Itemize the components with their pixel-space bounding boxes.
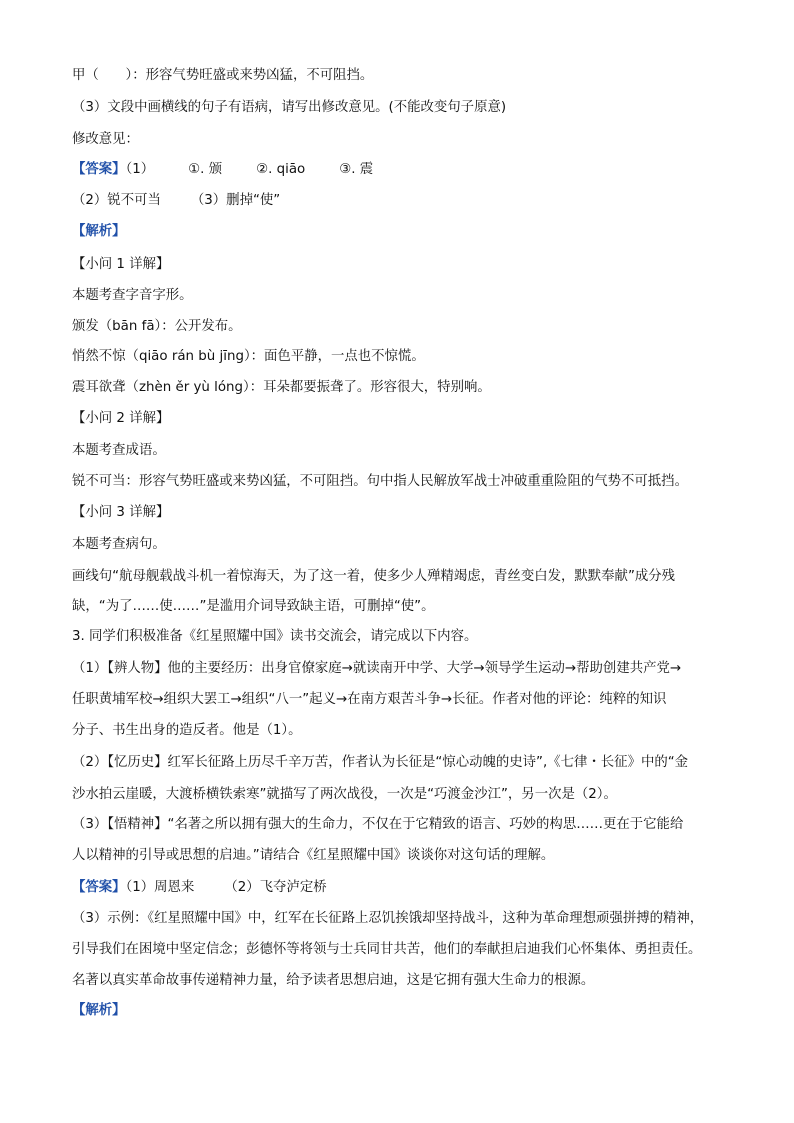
answer-tag: 【答案】 bbox=[72, 880, 126, 895]
text-line: （3）【悟精神】“名著之所以拥有强大的生命力，不仅在于它精致的语言、巧妙的构思……更在于它能给 bbox=[72, 817, 684, 832]
text-line: 任职黄埔军校→组织大罢工→组织“八一”起义→在南方艰苦斗争→长征。作者对他的评论：纯粹的知识 bbox=[72, 692, 667, 707]
text-line: 引导我们在困境中坚定信念；彭德怀等将领与士兵同甘共苦，他们的奉献担启迪我们心怀集体、勇担责任。 bbox=[72, 942, 702, 957]
analysis-heading: 【解析】 bbox=[72, 224, 126, 239]
text-line: 人以精神的引导或思想的启迪。”请结合《红星照耀中国》谈谈你对这句话的理解。 bbox=[72, 848, 555, 863]
sub-question-heading: 【小问 2 详解】 bbox=[72, 411, 170, 426]
text-line: 颁发（bān fā）：公开发布。 bbox=[72, 319, 242, 334]
sub-question-heading: 【小问 3 详解】 bbox=[72, 505, 170, 520]
answer-line: （2）锐不可当 （3）删掉“使” bbox=[72, 193, 281, 208]
text-line: （2）【忆历史】红军长征路上历尽千辛万苦，作者认为长征是“惊心动魄的史诗”,《七律・长征》中的“金 bbox=[72, 755, 689, 770]
text-line: （3）示例：《红星照耀中国》中，红军在长征路上忍饥挨饿却坚持战斗，这种为革命理想顽强拼搏的精神， bbox=[72, 911, 704, 926]
sub-question-heading: 【小问 1 详解】 bbox=[72, 257, 170, 272]
answer-line: 【答案】（1）周恩来 （2）飞夺泸定桥 bbox=[72, 880, 327, 895]
answer-tag: 【答案】 bbox=[72, 162, 126, 177]
text-line: 本题考查病句。 bbox=[72, 537, 166, 552]
text-line: 本题考查成语。 bbox=[72, 443, 166, 458]
text-line: 沙水拍云崖暖，大渡桥横铁索寒”就描写了两次战役，一次是“巧渡金沙江”，另一次是（2）。 bbox=[72, 787, 617, 802]
text-line: 甲（ ）：形容气势旺盛或来势凶猛，不可阻挡。 bbox=[72, 68, 374, 83]
text-line: 悄然不惊（qiāo rán bù jīng）：面色平静，一点也不惊慌。 bbox=[72, 349, 425, 364]
text-line: 震耳欲聋（zhèn ěr yù lóng）：耳朵都要振聋了。形容很大，特别响。 bbox=[72, 380, 491, 395]
text-line: （1）【辨人物】他的主要经历：出身官僚家庭→就读南开中学、大学→领导学生运动→帮助创建共产党→ bbox=[72, 661, 682, 676]
text-line: 分子、书生出身的造反者。他是（1）。 bbox=[72, 723, 302, 738]
text-line: 本题考查字音字形。 bbox=[72, 288, 193, 303]
text-line: 画线句“航母舰载战斗机一着惊海天，为了这一着，使多少人殚精竭虑，青丝变白发，默默奉献”成分残 bbox=[72, 569, 676, 584]
answer-line: 【答案】（1） ①. 颁 ②. qiāo ③. 震 bbox=[72, 162, 374, 177]
text-line: 名著以真实革命故事传递精神力量，给予读者思想启迪，这是它拥有强大生命力的根源。 bbox=[72, 973, 595, 988]
text-line: 缺，“为了……使……”是滥用介词导致缺主语，可删掉“使”。 bbox=[72, 599, 435, 614]
text-line: 锐不可当：形容气势旺盛或来势凶猛，不可阻挡。句中指人民解放军战士冲破重重险阻的气势不可抵挡。 bbox=[72, 474, 688, 489]
analysis-heading: 【解析】 bbox=[72, 1003, 126, 1018]
text-line: 修改意见： bbox=[72, 132, 139, 147]
question-3-prompt: （3）文段中画横线的句子有语病，请写出修改意见。(不能改变句子原意) bbox=[72, 100, 507, 115]
question-3-title: 3. 同学们积极准备《红星照耀中国》读书交流会，请完成以下内容。 bbox=[72, 629, 478, 644]
